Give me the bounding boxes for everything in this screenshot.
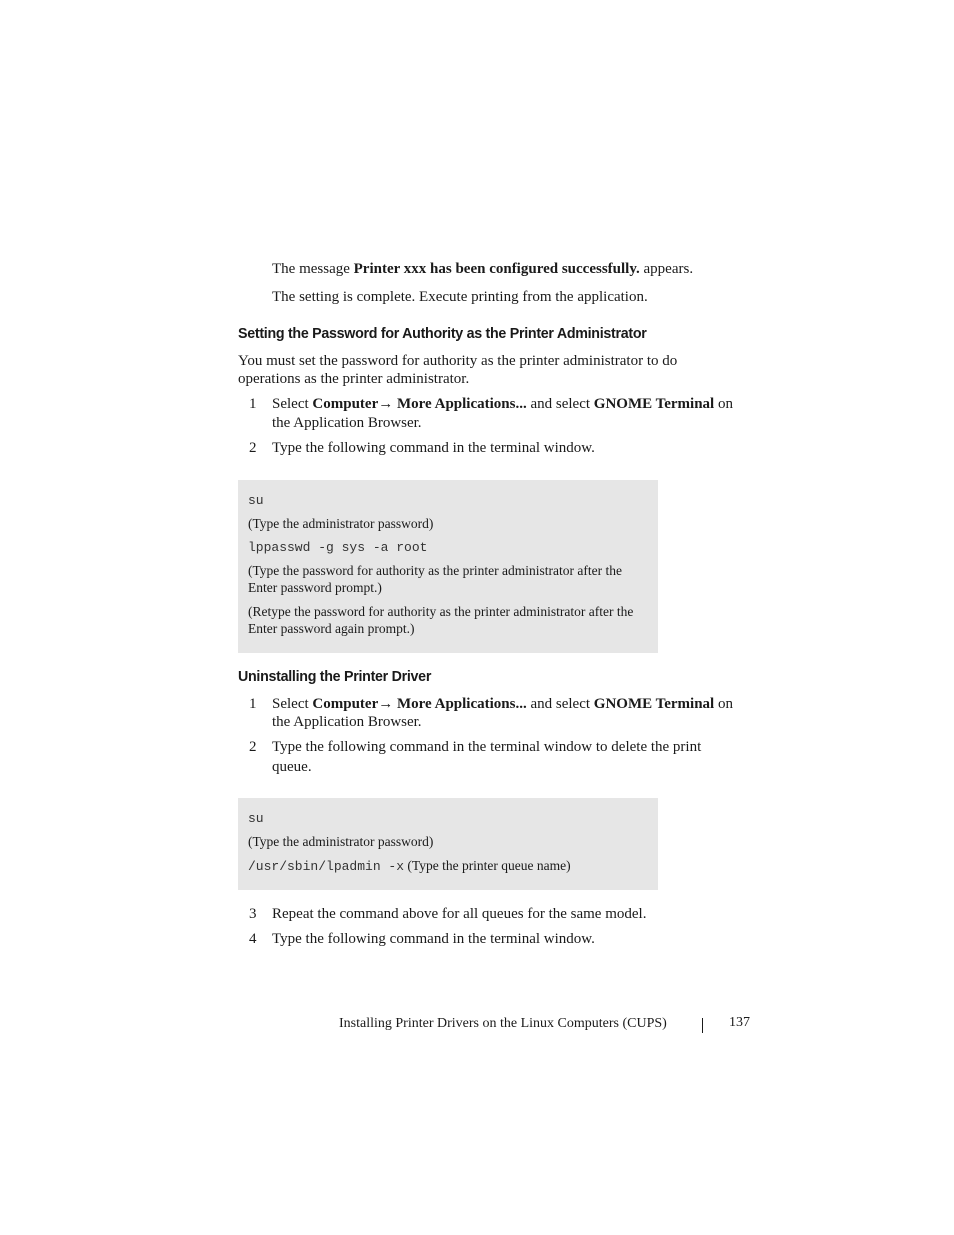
gnome-terminal-label: GNOME Terminal <box>593 396 715 412</box>
step-text: Type the following command in the terminal window. <box>272 440 595 456</box>
gnome-terminal-label: GNOME Terminal <box>593 696 715 712</box>
step-text: Select <box>272 696 313 712</box>
message-prefix: The message <box>272 261 354 277</box>
step-select-terminal <box>272 395 742 414</box>
step-text: and select <box>526 696 594 712</box>
step-text: and select <box>526 396 594 412</box>
step-text: Select <box>272 396 313 412</box>
code-comment: (Type the administrator password) <box>248 516 434 531</box>
step-text: Type the following command in the terminal window to delete the print <box>272 739 702 755</box>
setting-complete-text: The setting is complete. Execute printing from the application. <box>272 289 648 305</box>
step-number: 4 <box>249 931 257 947</box>
step-text: Repeat the command above for all queues for the same model. <box>272 906 647 922</box>
step-text: Type the following command in the terminal window. <box>272 931 595 947</box>
code-comment: (Retype the password for authority as the printer administrator after the <box>248 604 634 619</box>
menu-more-applications: More Applications... <box>393 396 527 412</box>
code-comment: (Type the administrator password) <box>248 834 434 849</box>
code-line: lppasswd -g sys -a root <box>248 540 428 555</box>
code-block-password <box>238 480 658 653</box>
arrow-icon: → <box>378 696 394 712</box>
step-number: 2 <box>249 739 257 755</box>
password-para-line2: operations as the printer administrator. <box>238 371 470 387</box>
menu-more-applications: More Applications... <box>393 696 527 712</box>
code-comment: Enter password again prompt.) <box>248 621 415 636</box>
step-text: on <box>714 396 733 412</box>
step-number: 3 <box>249 906 257 922</box>
page-number: 137 <box>729 1015 750 1030</box>
step-text-line2: queue. <box>272 759 312 775</box>
password-para-line1: You must set the password for authority as the printer administrator to do <box>238 353 678 369</box>
message-suffix: appears. <box>639 261 694 277</box>
step-text-line2: the Application Browser. <box>272 714 422 730</box>
code-comment: Enter password prompt.) <box>248 580 382 595</box>
step-select-terminal <box>272 695 742 714</box>
step-text-line2: the Application Browser. <box>272 415 422 431</box>
code-line: su <box>248 811 264 826</box>
code-command: /usr/sbin/lpadmin -x <box>248 859 405 874</box>
footer-title: Installing Printer Drivers on the Linux Computers (CUPS) <box>339 1016 667 1031</box>
code-comment: (Type the password for authority as the printer administrator after the <box>248 563 622 578</box>
code-line: su <box>248 493 264 508</box>
footer-separator <box>702 1018 703 1033</box>
arrow-icon: → <box>378 396 394 412</box>
step-text: on <box>714 696 733 712</box>
menu-computer: Computer <box>312 396 379 412</box>
message-bold: Printer xxx has been configured successfully. <box>353 261 640 277</box>
code-line-lpadmin <box>248 857 571 875</box>
code-comment: (Type the printer queue name) <box>404 858 571 873</box>
step-number: 2 <box>249 440 257 456</box>
menu-computer: Computer <box>312 696 379 712</box>
step-number: 1 <box>249 696 257 712</box>
section-heading-password: Setting the Password for Authority as the Printer Administrator <box>238 325 647 342</box>
code-block-uninstall <box>238 798 658 890</box>
configured-message <box>272 260 693 279</box>
section-heading-uninstall: Uninstalling the Printer Driver <box>238 668 432 685</box>
step-number: 1 <box>249 396 257 412</box>
